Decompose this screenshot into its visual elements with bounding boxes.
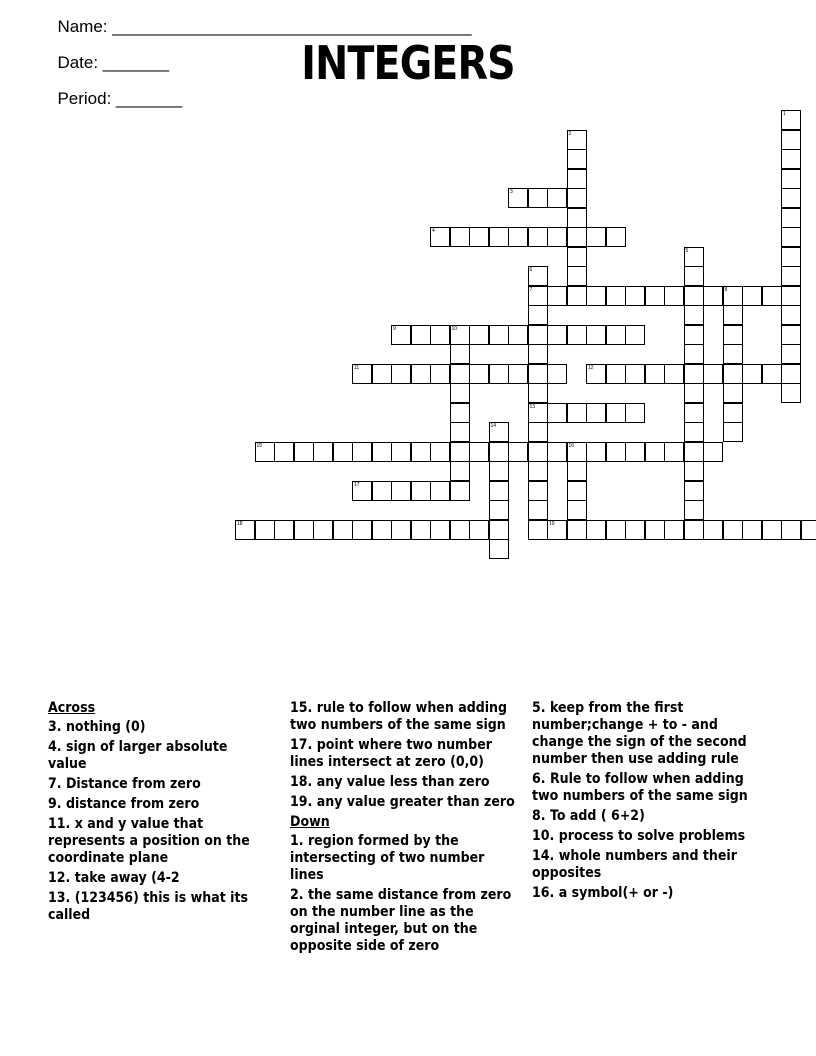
- clue-number-label: 4.: [48, 739, 62, 755]
- clue-number: 7: [529, 286, 533, 293]
- grid-cell[interactable]: [528, 227, 548, 247]
- period-field-label: Period: _______: [57, 89, 183, 108]
- grid-cell[interactable]: [723, 383, 743, 403]
- clue-number-label: 19.: [290, 794, 313, 810]
- clue-number-label: 5.: [532, 700, 546, 716]
- grid-cell[interactable]: [430, 227, 450, 247]
- grid-cell[interactable]: [723, 520, 743, 540]
- grid-cell[interactable]: [508, 364, 528, 384]
- grid-cell[interactable]: [781, 266, 801, 286]
- down-clue: [290, 887, 522, 955]
- clue-text: sign of larger absolute value: [48, 739, 228, 772]
- grid-cell[interactable]: [469, 227, 489, 247]
- across-clue: [48, 796, 260, 813]
- clue-text: region formed by the intersecting of two number lines: [290, 833, 485, 883]
- across-clue: [48, 739, 260, 773]
- grid-cell[interactable]: [528, 383, 548, 403]
- down-heading: Down: [290, 814, 330, 830]
- grid-cell[interactable]: [586, 325, 606, 345]
- grid-cell[interactable]: [684, 481, 704, 501]
- grid-cell[interactable]: [255, 442, 275, 462]
- grid-cell[interactable]: [684, 344, 704, 364]
- grid-cell[interactable]: [450, 442, 470, 462]
- grid-cell[interactable]: [684, 461, 704, 481]
- grid-cell[interactable]: [664, 286, 684, 306]
- grid-cell[interactable]: [489, 539, 509, 559]
- grid-cell[interactable]: [294, 520, 314, 540]
- grid-cell[interactable]: [781, 344, 801, 364]
- grid-cell[interactable]: [333, 520, 353, 540]
- grid-cell[interactable]: [508, 442, 528, 462]
- clue-number-label: 17.: [290, 737, 313, 753]
- clues-column-1: [48, 700, 260, 927]
- grid-cell[interactable]: [723, 325, 743, 345]
- grid-cell[interactable]: [489, 325, 509, 345]
- grid-cell[interactable]: [606, 286, 626, 306]
- grid-cell[interactable]: [586, 286, 606, 306]
- grid-cell[interactable]: [703, 364, 723, 384]
- grid-cell[interactable]: [489, 500, 509, 520]
- grid-cell[interactable]: [528, 305, 548, 325]
- across-clue: [48, 816, 260, 867]
- across-clue: [48, 890, 260, 924]
- grid-cell[interactable]: [528, 344, 548, 364]
- clue-number: 8: [724, 286, 728, 293]
- grid-cell[interactable]: [528, 422, 548, 442]
- clue-text: (123456) this is what its called: [48, 890, 248, 923]
- grid-cell[interactable]: [547, 325, 567, 345]
- grid-cell[interactable]: [547, 520, 567, 540]
- grid-cell[interactable]: [781, 383, 801, 403]
- clue-number: 17: [354, 481, 360, 488]
- grid-cell[interactable]: [313, 442, 333, 462]
- grid-cell[interactable]: [567, 286, 587, 306]
- grid-cell[interactable]: [567, 247, 587, 267]
- grid-cell[interactable]: [313, 520, 333, 540]
- down-clue: [532, 771, 748, 805]
- grid-cell[interactable]: [762, 364, 782, 384]
- grid-cell[interactable]: [781, 325, 801, 345]
- grid-cell[interactable]: [567, 208, 587, 228]
- clue-number-label: 14.: [532, 848, 555, 864]
- grid-cell[interactable]: [489, 520, 509, 540]
- grid-cell[interactable]: [684, 403, 704, 423]
- clue-number-label: 7.: [48, 776, 62, 792]
- grid-cell[interactable]: [274, 520, 294, 540]
- clue-number-label: 10.: [532, 828, 555, 844]
- grid-cell[interactable]: [567, 461, 587, 481]
- down-clue: [532, 828, 748, 845]
- grid-cell[interactable]: [411, 325, 431, 345]
- grid-cell[interactable]: [430, 364, 450, 384]
- grid-cell[interactable]: [528, 442, 548, 462]
- clue-text: keep from the first number;change + to - and change the sign of the second number then use adding rule: [532, 700, 747, 767]
- clue-number: 4: [432, 228, 435, 234]
- grid-cell[interactable]: [684, 383, 704, 403]
- grid-cell[interactable]: [586, 227, 606, 247]
- grid-cell[interactable]: [391, 520, 411, 540]
- clue-text: whole numbers and their opposites: [532, 848, 737, 881]
- page-title: INTEGERS: [301, 36, 515, 90]
- clue-text: any value greater than zero: [312, 794, 515, 810]
- grid-cell[interactable]: [684, 520, 704, 540]
- grid-cell[interactable]: [508, 325, 528, 345]
- grid-cell[interactable]: [547, 227, 567, 247]
- grid-cell[interactable]: [547, 286, 567, 306]
- date-field-label: Date: _______: [57, 53, 169, 72]
- clue-number-label: 3.: [48, 719, 62, 735]
- grid-cell[interactable]: [625, 286, 645, 306]
- clue-number: 14: [490, 423, 497, 429]
- grid-cell[interactable]: [430, 520, 450, 540]
- clue-number-label: 18.: [290, 774, 313, 790]
- clue-text: To add ( 6+2): [545, 808, 645, 824]
- grid-cell[interactable]: [781, 286, 801, 306]
- grid-cell[interactable]: [742, 286, 762, 306]
- grid-cell[interactable]: [567, 481, 587, 501]
- grid-cell[interactable]: [469, 364, 489, 384]
- clue-number: 5: [685, 247, 689, 254]
- grid-cell[interactable]: [352, 442, 372, 462]
- clue-number-label: 9.: [48, 796, 62, 812]
- clue-text: the same distance from zero on the number line as the orginal integer, but on the opposite side of zero: [290, 887, 512, 954]
- grid-cell[interactable]: [450, 422, 470, 442]
- clue-number-label: 1.: [290, 833, 304, 849]
- grid-cell[interactable]: [489, 442, 509, 462]
- grid-cell[interactable]: [567, 500, 587, 520]
- clue-text: x and y value that represents a position on the coordinate plane: [48, 816, 250, 866]
- grid-cell[interactable]: [684, 286, 704, 306]
- clue-text: rule to follow when adding two numbers of the same sign: [290, 700, 508, 733]
- grid-cell[interactable]: [508, 188, 528, 208]
- grid-cell[interactable]: [703, 520, 723, 540]
- grid-cell[interactable]: [781, 149, 801, 169]
- grid-cell[interactable]: [567, 520, 587, 540]
- down-clue: [290, 833, 522, 884]
- grid-cell[interactable]: [450, 520, 470, 540]
- grid-cell[interactable]: [391, 364, 411, 384]
- grid-cell[interactable]: [430, 325, 450, 345]
- grid-cell[interactable]: [352, 481, 372, 501]
- grid-cell[interactable]: [762, 286, 782, 306]
- clue-number-label: 6.: [532, 771, 546, 787]
- clue-number: 12: [588, 364, 594, 371]
- grid-cell[interactable]: [684, 325, 704, 345]
- clue-text: take away (4-2: [70, 870, 180, 886]
- grid-cell[interactable]: [528, 188, 548, 208]
- grid-cell[interactable]: [684, 422, 704, 442]
- grid-cell[interactable]: [567, 130, 587, 150]
- grid-cell[interactable]: [528, 364, 548, 384]
- grid-cell[interactable]: [235, 520, 255, 540]
- grid-cell[interactable]: [372, 442, 392, 462]
- grid-cell[interactable]: [430, 481, 450, 501]
- clue-text: Distance from zero: [61, 776, 201, 792]
- down-clue: [532, 808, 748, 825]
- grid-cell[interactable]: [664, 364, 684, 384]
- grid-cell[interactable]: [372, 364, 392, 384]
- grid-cell[interactable]: [450, 364, 470, 384]
- clue-number-label: 15.: [290, 700, 313, 716]
- grid-cell[interactable]: [567, 188, 587, 208]
- clue-number: 16: [568, 442, 575, 449]
- grid-cell[interactable]: [586, 364, 606, 384]
- grid-cell[interactable]: [684, 266, 704, 286]
- across-clue: [290, 774, 522, 791]
- grid-cell[interactable]: [684, 364, 704, 384]
- grid-cell[interactable]: [469, 520, 489, 540]
- clue-text: process to solve problems: [554, 828, 746, 844]
- grid-cell[interactable]: [703, 442, 723, 462]
- grid-cell[interactable]: [606, 403, 626, 423]
- grid-cell[interactable]: [781, 110, 801, 130]
- across-clue: [290, 794, 522, 811]
- grid-cell[interactable]: [625, 403, 645, 423]
- clue-number: 9: [393, 325, 396, 332]
- grid-cell[interactable]: [742, 520, 762, 540]
- grid-cell[interactable]: [781, 247, 801, 267]
- clues-column-2: [290, 700, 522, 958]
- grid-cell[interactable]: [781, 188, 801, 208]
- grid-cell[interactable]: [801, 520, 816, 540]
- clues-column-3: [532, 700, 748, 905]
- grid-cell[interactable]: [606, 364, 626, 384]
- clue-number-label: 8.: [532, 808, 546, 824]
- grid-cell[interactable]: [625, 520, 645, 540]
- clue-number-label: 11.: [48, 816, 71, 832]
- grid-cell[interactable]: [489, 422, 509, 442]
- grid-cell[interactable]: [372, 520, 392, 540]
- across-clue: [48, 776, 260, 793]
- across-clue: [48, 870, 260, 887]
- grid-cell[interactable]: [391, 481, 411, 501]
- grid-cell[interactable]: [762, 520, 782, 540]
- grid-cell[interactable]: [606, 520, 626, 540]
- down-clue: [532, 700, 748, 768]
- grid-cell[interactable]: [586, 403, 606, 423]
- across-clue-list-continued: [290, 700, 522, 811]
- grid-cell[interactable]: [372, 481, 392, 501]
- grid-cell[interactable]: [547, 403, 567, 423]
- grid-cell[interactable]: [547, 364, 567, 384]
- grid-cell[interactable]: [567, 442, 587, 462]
- grid-cell[interactable]: [664, 520, 684, 540]
- grid-cell[interactable]: [489, 364, 509, 384]
- down-clue: [532, 848, 748, 882]
- grid-cell[interactable]: [450, 344, 470, 364]
- grid-cell[interactable]: [781, 130, 801, 150]
- grid-cell[interactable]: [411, 481, 431, 501]
- down-clue: [532, 885, 748, 902]
- grid-cell[interactable]: [645, 520, 665, 540]
- grid-cell[interactable]: [352, 364, 372, 384]
- grid-cell[interactable]: [586, 520, 606, 540]
- grid-cell[interactable]: [391, 442, 411, 462]
- clue-number: 11: [354, 364, 360, 371]
- grid-cell[interactable]: [508, 227, 528, 247]
- grid-cell[interactable]: [430, 442, 450, 462]
- grid-cell[interactable]: [391, 325, 411, 345]
- grid-cell[interactable]: [567, 227, 587, 247]
- grid-cell[interactable]: [528, 461, 548, 481]
- grid-cell[interactable]: [703, 286, 723, 306]
- grid-cell[interactable]: [333, 442, 353, 462]
- grid-cell[interactable]: [450, 403, 470, 423]
- grid-cell[interactable]: [274, 442, 294, 462]
- grid-cell[interactable]: [723, 305, 743, 325]
- clue-number: 1: [783, 111, 786, 117]
- clue-number: 18: [237, 520, 243, 527]
- grid-cell[interactable]: [528, 325, 548, 345]
- clue-text: Rule to follow when adding two numbers of the same sign: [532, 771, 748, 804]
- grid-cell[interactable]: [411, 520, 431, 540]
- grid-cell[interactable]: [547, 188, 567, 208]
- grid-cell[interactable]: [781, 208, 801, 228]
- across-clue: [290, 737, 522, 771]
- grid-cell[interactable]: [489, 227, 509, 247]
- across-clue: [48, 719, 260, 736]
- grid-cell[interactable]: [450, 325, 470, 345]
- clue-text: point where two number lines intersect at zero (0,0): [290, 737, 492, 770]
- grid-cell[interactable]: [625, 364, 645, 384]
- down-clue-list: [290, 833, 522, 955]
- grid-cell[interactable]: [625, 325, 645, 345]
- clue-number-label: 13.: [48, 890, 71, 906]
- grid-cell[interactable]: [469, 325, 489, 345]
- grid-cell[interactable]: [567, 266, 587, 286]
- grid-cell[interactable]: [469, 442, 489, 462]
- grid-cell[interactable]: [645, 286, 665, 306]
- clue-number-label: 2.: [290, 887, 304, 903]
- clue-number-label: 12.: [48, 870, 71, 886]
- grid-cell[interactable]: [547, 442, 567, 462]
- grid-cell[interactable]: [528, 520, 548, 540]
- grid-cell[interactable]: [723, 286, 743, 306]
- grid-cell[interactable]: [625, 442, 645, 462]
- grid-cell[interactable]: [411, 442, 431, 462]
- grid-cell[interactable]: [781, 227, 801, 247]
- grid-cell[interactable]: [450, 481, 470, 501]
- clue-number: 10: [451, 325, 458, 332]
- grid-cell[interactable]: [723, 344, 743, 364]
- grid-cell[interactable]: [781, 520, 801, 540]
- grid-cell[interactable]: [684, 247, 704, 267]
- down-clue-list-continued: [532, 700, 748, 902]
- grid-cell[interactable]: [528, 403, 548, 423]
- grid-cell[interactable]: [781, 364, 801, 384]
- clue-text: a symbol(+ or -): [554, 885, 674, 901]
- grid-cell[interactable]: [255, 520, 275, 540]
- grid-cell[interactable]: [723, 422, 743, 442]
- clue-number: 19: [549, 520, 555, 527]
- clue-number-label: 16.: [532, 885, 555, 901]
- grid-cell[interactable]: [781, 169, 801, 189]
- grid-cell[interactable]: [606, 325, 626, 345]
- grid-cell[interactable]: [684, 500, 704, 520]
- grid-cell[interactable]: [528, 500, 548, 520]
- clue-number: 6: [529, 267, 533, 273]
- clue-text: distance from zero: [61, 796, 200, 812]
- clue-number: 3: [510, 189, 513, 195]
- grid-cell[interactable]: [606, 442, 626, 462]
- name-field-label: Name: ______________________________________: [57, 17, 472, 36]
- grid-cell[interactable]: [723, 364, 743, 384]
- clue-number: 13: [529, 403, 536, 410]
- grid-cell[interactable]: [567, 403, 587, 423]
- clue-text: any value less than zero: [312, 774, 490, 790]
- grid-cell[interactable]: [781, 305, 801, 325]
- grid-cell[interactable]: [723, 403, 743, 423]
- grid-cell[interactable]: [450, 227, 470, 247]
- grid-cell[interactable]: [411, 364, 431, 384]
- grid-cell[interactable]: [528, 481, 548, 501]
- grid-cell[interactable]: [489, 461, 509, 481]
- grid-cell[interactable]: [528, 266, 548, 286]
- grid-cell[interactable]: [586, 442, 606, 462]
- across-heading: Across: [48, 700, 96, 716]
- grid-cell[interactable]: [684, 442, 704, 462]
- grid-cell[interactable]: [528, 286, 548, 306]
- grid-cell[interactable]: [567, 149, 587, 169]
- clue-text: nothing (0): [61, 719, 146, 735]
- grid-cell[interactable]: [450, 383, 470, 403]
- grid-cell[interactable]: [567, 169, 587, 189]
- grid-cell[interactable]: [742, 364, 762, 384]
- grid-cell[interactable]: [645, 442, 665, 462]
- grid-cell[interactable]: [606, 227, 626, 247]
- grid-cell[interactable]: [645, 364, 665, 384]
- grid-cell[interactable]: [684, 305, 704, 325]
- grid-cell[interactable]: [489, 481, 509, 501]
- clue-number: 15: [256, 442, 263, 449]
- grid-cell[interactable]: [450, 461, 470, 481]
- grid-cell[interactable]: [664, 442, 684, 462]
- grid-cell[interactable]: [294, 442, 314, 462]
- across-clue: [290, 700, 522, 734]
- grid-cell[interactable]: [567, 325, 587, 345]
- clue-number: 2: [568, 130, 572, 137]
- across-clue-list: [48, 719, 260, 924]
- grid-cell[interactable]: [352, 520, 372, 540]
